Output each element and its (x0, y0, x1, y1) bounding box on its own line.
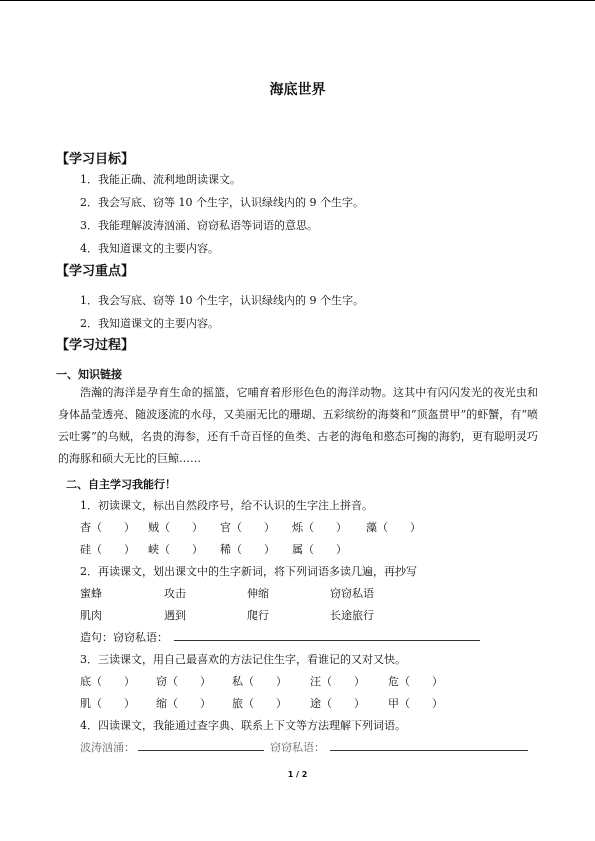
pinyin-blank: 官（ ） (220, 521, 275, 534)
pinyin-blank: 稀（ ） (220, 543, 275, 556)
goal-item-1: 1．我能正确、流利地朗读课文。 (80, 173, 241, 186)
task-3: 3．三读课文，用自己最喜欢的方法记住生字，看谁记的又对又快。 (80, 653, 406, 666)
word-item: 长途旅行 (330, 609, 374, 622)
pinyin-blank: 烁（ ） (292, 521, 347, 534)
char-blank: 窃（ ） (156, 675, 211, 688)
word-item: 蜜蜂 (80, 587, 102, 600)
task-4: 4．四读课文，我能通过查字典、联系上下文等方法理解下列词语。 (80, 719, 406, 732)
char-blank: 危（ ） (388, 675, 443, 688)
word-item: 伸缩 (247, 587, 269, 600)
word-item: 肌肉 (80, 609, 102, 622)
term-label-2: 窃窃私语： (270, 741, 325, 754)
char-blank: 甲（ ） (388, 697, 443, 710)
char-blank: 肌（ ） (80, 697, 135, 710)
self-study-heading: 二、自主学习我能行！ (66, 478, 176, 491)
char-blank: 旅（ ） (232, 697, 287, 710)
page-top-border (0, 0, 595, 1)
char-blank: 汪（ ） (310, 675, 365, 688)
term-answer-line-1[interactable] (138, 750, 264, 751)
process-heading: 【学习过程】 (56, 338, 135, 353)
pinyin-blank: 峡（ ） (148, 543, 203, 556)
word-item: 窃窃私语 (330, 587, 374, 600)
pinyin-blank: 属（ ） (292, 543, 347, 556)
knowledge-link-heading: 一、知识链接 (56, 368, 122, 381)
pinyin-blank: 硅（ ） (80, 543, 135, 556)
page-title: 海底世界 (269, 82, 326, 98)
keypoint-item-2: 2．我知道课文的主要内容。 (80, 317, 219, 330)
char-blank: 底（ ） (80, 675, 135, 688)
pinyin-blank: 贼（ ） (148, 521, 203, 534)
goal-item-3: 3．我能理解波涛汹涌、窃窃私语等词语的意思。 (80, 219, 318, 232)
pinyin-blank: 藻（ ） (366, 521, 421, 534)
sentence-label: 造句：窃窃私语： (80, 631, 168, 644)
keypoints-heading: 【学习重点】 (56, 264, 135, 279)
page-number: 1 / 2 (287, 770, 308, 779)
task-2: 2．再读课文，划出课文中的生字新词，将下列词语多读几遍，再抄写 (80, 565, 417, 578)
term-answer-line-2[interactable] (330, 750, 528, 751)
goals-heading: 【学习目标】 (56, 152, 135, 167)
word-item: 遇到 (164, 609, 186, 622)
task-1: 1．初读课文，标出自然段序号，给不认识的生字注上拼音。 (80, 499, 373, 512)
goal-item-2: 2．我会写底、窃等 10 个生字，认识绿线内的 9 个生字。 (80, 196, 364, 209)
char-blank: 途（ ） (310, 697, 365, 710)
char-blank: 私（ ） (232, 675, 287, 688)
char-blank: 缩（ ） (156, 697, 211, 710)
pinyin-blank: 杳（ ） (80, 521, 135, 534)
goal-item-4: 4．我知道课文的主要内容。 (80, 242, 219, 255)
sentence-answer-line[interactable] (174, 640, 480, 641)
word-item: 攻击 (164, 587, 186, 600)
term-label-1: 波涛汹涌： (80, 741, 135, 754)
keypoint-item-1: 1．我会写底、窃等 10 个生字，认识绿线内的 9 个生字。 (80, 294, 364, 307)
word-item: 爬行 (247, 609, 269, 622)
knowledge-link-text: 浩瀚的海洋是孕育生命的摇篮，它哺育着形形色色的海洋动物。这其中有闪闪发光的夜光虫和身体晶莹透亮、随波逐流的水母，又美丽无比的珊瑚、五彩缤纷的海葵和“顶盔贯甲”的虾蟹，有“喷云吐雾”的乌贼，名贵的海参，还有千奇百怪的鱼类、古老的海龟和憨态可掬的海豹，更有聪明灵巧的海豚和硕大无比的巨鲸…… (58, 386, 538, 465)
